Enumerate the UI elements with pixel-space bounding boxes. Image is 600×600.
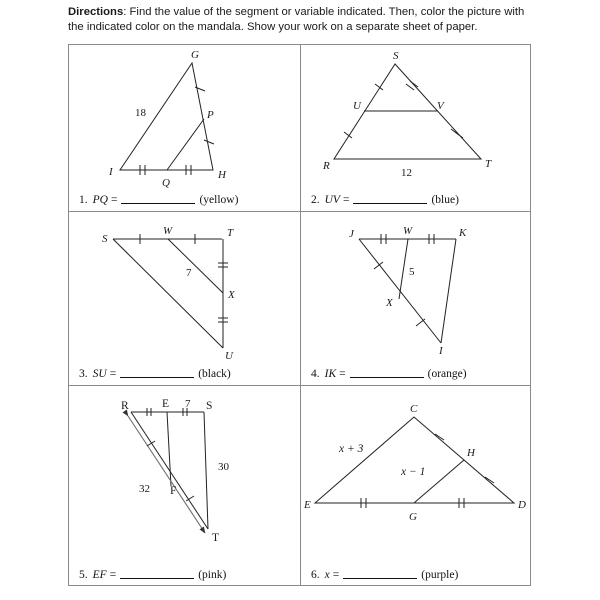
problem-number-6: 6. xyxy=(311,569,320,581)
problem-expression-4: IK xyxy=(324,368,337,380)
vertex-label-R: R xyxy=(121,400,129,412)
figure-6 xyxy=(301,386,532,586)
vertex-label-S: S xyxy=(102,233,108,245)
vertex-label-K: K xyxy=(459,227,467,239)
problem-expression-2: UV xyxy=(324,194,340,206)
answer-blank-2[interactable] xyxy=(353,203,427,204)
problem-expression-1: PQ xyxy=(92,194,108,206)
vertex-label-X: X xyxy=(228,289,235,301)
vertex-label-C: C xyxy=(410,403,418,415)
answer-line-5 xyxy=(79,569,226,581)
answer-blank-3[interactable] xyxy=(120,377,194,378)
vertex-label-H: H xyxy=(218,169,226,181)
problem-expression-6: x xyxy=(324,569,330,581)
side-value-12: 12 xyxy=(401,167,412,179)
vertex-label-T: T xyxy=(212,532,220,544)
vertex-label-D: D xyxy=(518,499,526,511)
side-value-18: 18 xyxy=(135,107,146,119)
figure-5 xyxy=(69,386,300,586)
problem-expression-3: SU xyxy=(92,368,107,380)
vertex-label-U: U xyxy=(225,350,233,362)
answer-line-6 xyxy=(311,569,458,581)
figure-2 xyxy=(301,45,532,211)
vertex-label-Q: Q xyxy=(162,177,170,189)
problem-cell-3 xyxy=(69,212,300,385)
side-value-x-minus-1: x − 1 xyxy=(401,466,426,478)
answer-line-4 xyxy=(311,368,467,380)
answer-blank-5[interactable] xyxy=(120,578,194,579)
problem-expression-5: EF xyxy=(92,569,107,581)
equals-sign-2: = xyxy=(342,194,350,206)
equals-sign-1: = xyxy=(110,194,118,206)
figure-1 xyxy=(69,45,300,211)
answer-blank-6[interactable] xyxy=(343,578,417,579)
directions-body: : Find the value of the segment or variable indicated. Then, color the picture with the indicated color on the mandala. Show your work on a separate sheet of paper. xyxy=(68,6,525,34)
equals-sign-4: = xyxy=(339,368,346,380)
vertex-label-W: W xyxy=(403,225,413,237)
side-value-x-plus-3: x + 3 xyxy=(339,443,364,455)
vertex-label-F: F xyxy=(170,485,177,497)
side-value-5: 5 xyxy=(409,266,415,278)
problem-cell-6 xyxy=(301,386,532,586)
side-value-32: 32 xyxy=(139,483,150,495)
vertex-label-P: P xyxy=(207,109,214,121)
equals-sign-3: = xyxy=(109,368,117,380)
problem-number-2: 2. xyxy=(311,194,320,206)
answer-line-1 xyxy=(79,194,238,206)
color-hint-6: (purple) xyxy=(421,569,459,581)
vertex-label-G: G xyxy=(409,511,417,523)
directions-label: Directions xyxy=(68,6,124,18)
figure-4 xyxy=(301,212,532,385)
vertex-label-E: E xyxy=(304,499,311,511)
vertex-label-X: X xyxy=(386,297,393,309)
problem-cell-2 xyxy=(301,45,532,211)
color-hint-5: (pink) xyxy=(198,569,227,581)
vertex-label-J: J xyxy=(349,228,354,240)
vertex-label-E: E xyxy=(162,398,170,410)
color-hint-3: (black) xyxy=(198,368,231,380)
problem-cell-4 xyxy=(301,212,532,385)
vertex-label-V: V xyxy=(437,100,444,112)
vertex-label-G: G xyxy=(191,49,199,61)
vertex-label-I: I xyxy=(439,345,443,357)
problem-number-4: 4. xyxy=(311,368,320,380)
vertex-label-I: I xyxy=(109,166,113,178)
answer-line-3 xyxy=(79,368,231,380)
answer-blank-4[interactable] xyxy=(350,377,424,378)
vertex-label-W: W xyxy=(163,225,173,237)
problem-cell-1 xyxy=(69,45,300,211)
directions-text xyxy=(68,5,534,35)
color-hint-4: (orange) xyxy=(427,368,467,380)
vertex-label-H: H xyxy=(467,447,475,459)
side-value-30: 30 xyxy=(218,461,229,473)
vertex-label-T: T xyxy=(485,158,492,170)
vertex-label-S: S xyxy=(393,50,399,62)
side-value-7: 7 xyxy=(185,398,191,410)
equals-sign-6: = xyxy=(332,569,340,581)
side-value-7: 7 xyxy=(186,267,192,279)
vertex-label-U: U xyxy=(353,100,361,112)
problem-number-3: 3. xyxy=(79,368,88,380)
figure-3 xyxy=(69,212,300,385)
color-hint-1: (yellow) xyxy=(199,194,239,206)
answer-blank-1[interactable] xyxy=(121,203,195,204)
vertex-label-T: T xyxy=(227,227,234,239)
answer-line-2 xyxy=(311,194,459,206)
problem-grid xyxy=(68,44,531,586)
problem-cell-5 xyxy=(69,386,300,586)
equals-sign-5: = xyxy=(109,569,117,581)
vertex-label-R: R xyxy=(323,160,330,172)
problem-number-5: 5. xyxy=(79,569,88,581)
vertex-label-S: S xyxy=(206,400,213,412)
problem-number-1: 1. xyxy=(79,194,88,206)
color-hint-2: (blue) xyxy=(431,194,459,206)
